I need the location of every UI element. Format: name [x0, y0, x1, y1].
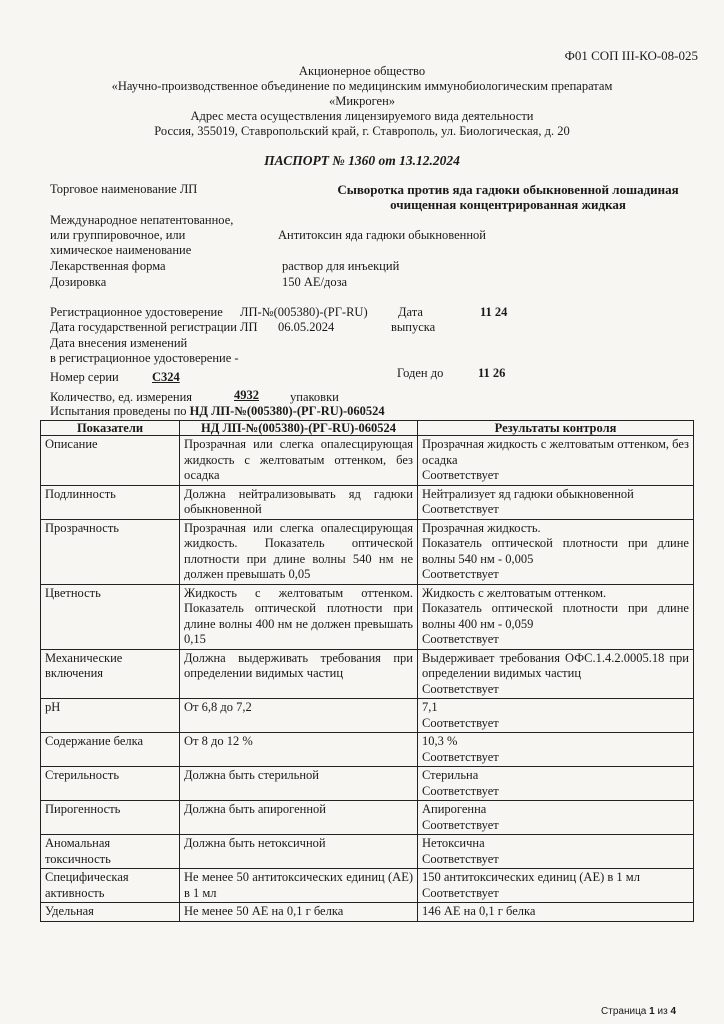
table-row: [41, 903, 694, 922]
changes-label-1: Дата внесения изменений: [50, 336, 188, 350]
page-total: 4: [670, 1006, 676, 1017]
norm-requirement: Прозрачная или слегка опалесцирующая жидкость. Показатель оптической плотности при длине волны 540 нм не должен превышать 0,05: [180, 519, 418, 584]
control-result: [418, 584, 694, 649]
org-line-5: Россия, 355019, Ставропольский край, г. Ставрополь, ул. Биологическая, д. 20: [154, 124, 570, 138]
series-value: С324: [152, 370, 180, 384]
release-date-label: Дата: [398, 305, 423, 319]
norm-requirement: Должна выдерживать требования при определении видимых частиц: [180, 649, 418, 699]
indicator-name: Стерильность: [41, 767, 180, 801]
table-row: [41, 436, 694, 486]
changes-label-2: в регистрационное удостоверение -: [50, 351, 239, 365]
organization-header: [0, 64, 724, 139]
form-value: раствор для инъекций: [282, 259, 400, 273]
result-line: 150 антитоксических единиц (АЕ) в 1 мл: [422, 870, 640, 884]
norm-requirement: Должна быть нетоксичной: [180, 835, 418, 869]
result-line: 10,3 %: [422, 734, 458, 748]
result-line: 7,1: [422, 700, 438, 714]
control-result: [418, 835, 694, 869]
norm-requirement: Не менее 50 антитоксических единиц (АЕ) в 1 мл: [180, 869, 418, 903]
valid-until-label: Годен до: [397, 366, 444, 380]
release-date-value: 11 24: [480, 305, 508, 319]
control-result: [418, 733, 694, 767]
passport-title: ПАСПОРТ № 1360 от 13.12.2024: [264, 153, 460, 168]
result-line: Соответствует: [422, 885, 499, 900]
control-result: [418, 436, 694, 486]
result-line: Соответствует: [422, 567, 499, 581]
tests-label: [50, 404, 385, 419]
result-line: Соответствует: [422, 851, 499, 866]
result-line: Показатель оптической плотности при длине волны 400 нм - 0,059: [422, 601, 689, 631]
header-results: Результаты контроля: [418, 421, 694, 436]
org-line-3: «Микроген»: [328, 94, 396, 108]
control-result: [418, 767, 694, 801]
page-of: из: [657, 1006, 668, 1017]
result-line: Соответствует: [422, 468, 499, 482]
control-result: [418, 699, 694, 733]
result-line: Соответствует: [422, 502, 499, 516]
indicator-name: Удельная: [41, 903, 180, 922]
result-line: Показатель оптической плотности при длине волны 540 нм - 0,005: [422, 536, 689, 566]
form-code: Ф01 СОП III-КО-08-025: [564, 48, 698, 63]
inn-label-1: Международное непатентованное,: [50, 213, 234, 227]
norm-requirement: Должна быть апирогенной: [180, 801, 418, 835]
table-row: [41, 869, 694, 903]
table-row: [41, 801, 694, 835]
indicator-name: Цветность: [41, 584, 180, 649]
trade-name-value: Сыворотка против яда гадюки обыкновенной лошадиная очищенная концентрированная жидкая: [337, 182, 679, 212]
result-line: Соответствует: [422, 783, 499, 798]
control-result: [418, 903, 694, 922]
org-line-4: Адрес места осуществления лицензируемого вида деятельности: [190, 109, 534, 123]
table-row: [41, 519, 694, 584]
result-line: Соответствует: [422, 632, 499, 646]
result-line: Выдерживает требования ОФС.1.4.2.0005.18 при определении видимых частиц: [422, 650, 689, 680]
result-line: Нетоксична: [422, 836, 485, 850]
control-result: [418, 649, 694, 699]
quantity-label: Количество, ед. измерения: [50, 390, 193, 404]
norm-requirement: Должна нейтрализовывать яд гадюки обыкновенной: [180, 485, 418, 519]
table-row: [41, 767, 694, 801]
org-line-1: Акционерное общество: [298, 64, 426, 78]
tests-label-text: Испытания проведены по: [50, 404, 187, 418]
table-row: [41, 584, 694, 649]
norm-requirement: От 8 до 12 %: [180, 733, 418, 767]
control-result: [418, 519, 694, 584]
release-label-2: выпуска: [391, 320, 436, 334]
header-indicators: Показатели: [41, 421, 180, 436]
dose-value: 150 АЕ/доза: [282, 275, 348, 289]
indicator-name: pH: [41, 699, 180, 733]
norm-requirement: Должна быть стерильной: [180, 767, 418, 801]
indicator-name: Специфическая активность: [41, 869, 180, 903]
registration-date-label: Дата государственной регистрации ЛП: [50, 320, 258, 334]
norm-requirement: Прозрачная или слегка опалесцирующая жидкость с желтоватым оттенком, без осадка: [180, 436, 418, 486]
quantity-value: 4932: [234, 388, 259, 402]
indicator-name: Подлинность: [41, 485, 180, 519]
indicator-name: Механические включения: [41, 649, 180, 699]
results-table-body: [41, 436, 694, 922]
table-row: [41, 485, 694, 519]
org-line-2: «Научно-производственное объединение по медицинским иммунобиологическим препаратам: [111, 79, 613, 93]
result-line: Нейтрализует яд гадюки обыкновенной: [422, 486, 634, 501]
indicator-name: Содержание белка: [41, 733, 180, 767]
page-label: Страница: [601, 1006, 647, 1017]
indicator-name: Аномальная токсичность: [41, 835, 180, 869]
table-row: [41, 733, 694, 767]
indicator-name: Пирогенность: [41, 801, 180, 835]
table-row: [41, 699, 694, 733]
table-row: [41, 649, 694, 699]
inn-label-2: или группировочное, или: [50, 228, 186, 242]
control-result: [418, 801, 694, 835]
trade-name-label: Торговое наименование ЛП: [50, 182, 198, 196]
page-footer: [601, 1006, 676, 1017]
table-header-row: [41, 421, 694, 436]
inn-label-3: химическое наименование: [50, 243, 192, 257]
header-norm: НД ЛП-№(005380)-(РГ-RU)-060524: [180, 421, 418, 436]
registration-label: Регистрационное удостоверение: [50, 305, 223, 319]
registration-value: ЛП-№(005380)-(РГ-RU): [240, 305, 368, 319]
indicator-name: Прозрачность: [41, 519, 180, 584]
result-line: Соответствует: [422, 681, 499, 696]
control-result: [418, 869, 694, 903]
norm-requirement: От 6,8 до 7,2: [180, 699, 418, 733]
result-line: Соответствует: [422, 817, 499, 832]
quantity-unit: упаковки: [290, 390, 339, 404]
results-table: [40, 420, 694, 922]
result-line: Прозрачная жидкость с желтоватым оттенком, без осадка: [422, 437, 689, 467]
result-line: Прозрачная жидкость.: [422, 520, 541, 535]
series-label: Номер серии: [50, 370, 119, 384]
result-line: 146 АЕ на 0,1 г белка: [422, 904, 536, 918]
result-line: Апирогенна: [422, 802, 487, 816]
page-current: 1: [649, 1006, 655, 1017]
control-result: [418, 485, 694, 519]
tests-value: НД ЛП-№(005380)-(РГ-RU)-060524: [189, 404, 385, 418]
inn-value: Антитоксин яда гадюки обыкновенной: [278, 228, 486, 242]
indicator-name: Описание: [41, 436, 180, 486]
dose-label: Дозировка: [50, 275, 107, 289]
valid-until-value: 11 26: [478, 366, 506, 380]
result-line: Жидкость с желтоватым оттенком.: [422, 585, 607, 600]
norm-requirement: Не менее 50 АЕ на 0,1 г белка: [180, 903, 418, 922]
result-line: Соответствует: [422, 749, 499, 764]
result-line: Соответствует: [422, 715, 499, 730]
norm-requirement: Жидкость с желтоватым оттенком. Показатель оптической плотности при длине волны 400 нм не должен превышать 0,15: [180, 584, 418, 649]
form-label: Лекарственная форма: [50, 259, 166, 273]
result-line: Стерильна: [422, 768, 479, 782]
table-row: [41, 835, 694, 869]
registration-date-value: 06.05.2024: [278, 320, 335, 334]
